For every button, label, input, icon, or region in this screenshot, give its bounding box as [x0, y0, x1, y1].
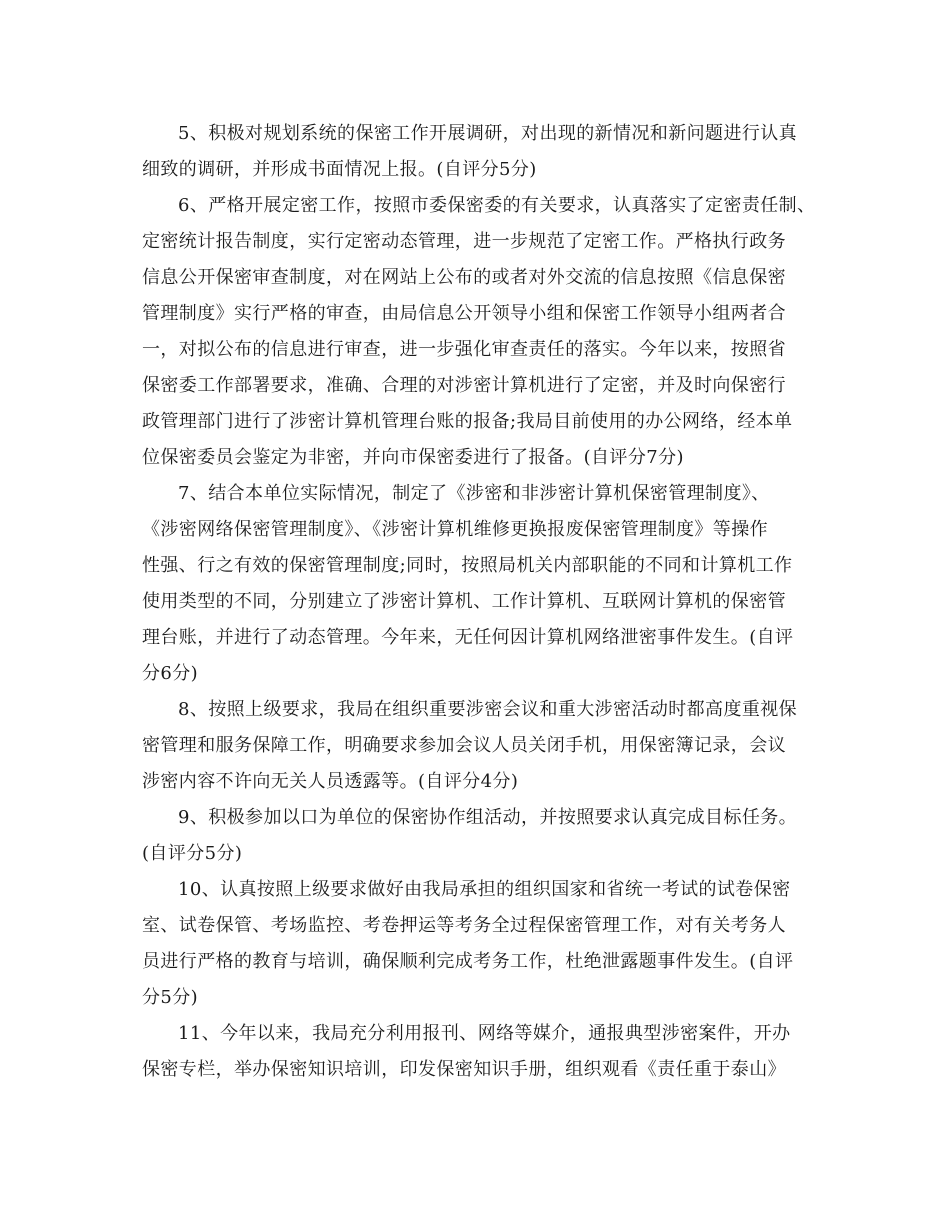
text-line: 政管理部门进行了涉密计算机管理台账的报备;我局目前使用的办公网络，经本单: [142, 411, 793, 432]
paragraph-item-9: [142, 800, 812, 872]
text-line: 《涉密网络保密管理制度》、《涉密计算机维修更换报废保密管理制度》等操作: [142, 519, 768, 540]
text-line: 分6分): [142, 663, 199, 684]
text-line: 使用类型的不同，分别建立了涉密计算机、工作计算机、互联网计算机的保密管: [142, 591, 786, 612]
text-line: 5、积极对规划系统的保密工作开展调研，对出现的新情况和新问题进行认真: [178, 123, 798, 144]
text-line: 理台账，并进行了动态管理。今年来，无任何因计算机网络泄密事件发生。(自评: [142, 627, 794, 648]
text-line: 分5分): [142, 987, 199, 1008]
text-line: (自评分5分): [142, 843, 243, 864]
text-line: 涉密内容不许向无关人员透露等。(自评分4分): [142, 771, 519, 792]
paragraph-item-7: [142, 476, 812, 692]
text-line: 9、积极参加以口为单位的保密协作组活动，并按照要求认真完成目标任务。: [178, 807, 798, 828]
text-line: 一，对拟公布的信息进行审查，进一步强化审查责任的落实。今年以来，按照省: [142, 339, 786, 360]
text-line: 位保密委员会鉴定为非密，并向市保密委进行了报备。(自评分7分): [142, 447, 684, 468]
text-line: 10、认真按照上级要求做好由我局承担的组织国家和省统一考试的试卷保密: [178, 879, 791, 900]
text-line: 密管理和服务保障工作，明确要求参加会议人员关闭手机，用保密簿记录，会议: [142, 735, 786, 756]
text-line: 员进行严格的教育与培训，确保顺利完成考务工作，杜绝泄露题事件发生。(自评: [142, 951, 794, 972]
text-line: 保密专栏，举办保密知识培训，印发保密知识手册，组织观看《责任重于泰山》: [142, 1059, 786, 1080]
text-line: 11、今年以来，我局充分利用报刊、网络等媒介，通报典型涉密案件，开办: [178, 1023, 791, 1044]
text-line: 室、试卷保管、考场监控、考卷押运等考务全过程保密管理工作，对有关考务人: [142, 915, 786, 936]
text-line: 信息公开保密审查制度，对在网站上公布的或者对外交流的信息按照《信息保密: [142, 267, 786, 288]
text-line: 6、严格开展定密工作，按照市委保密委的有关要求，认真落实了定密责任制、: [178, 195, 816, 216]
text-line: 定密统计报告制度，实行定密动态管理，进一步规范了定密工作。严格执行政务: [142, 231, 786, 252]
text-line: 管理制度》实行严格的审查，由局信息公开领导小组和保密工作领导小组两者合: [142, 303, 786, 324]
paragraph-item-6: [142, 188, 816, 476]
text-line: 性强、行之有效的保密管理制度;同时，按照局机关内部职能的不同和计算机工作: [142, 555, 793, 576]
paragraph-item-5: [142, 116, 812, 188]
text-line: 细致的调研，并形成书面情况上报。(自评分5分): [142, 159, 537, 180]
text-line: 保密委工作部署要求，准确、合理的对涉密计算机进行了定密，并及时向保密行: [142, 375, 786, 396]
paragraph-item-10: [142, 872, 812, 1016]
text-line: 7、结合本单位实际情况，制定了《涉密和非涉密计算机保密管理制度》、: [178, 483, 770, 504]
paragraph-item-11: [142, 1016, 812, 1088]
document-body: [142, 116, 816, 1088]
text-line: 8、按照上级要求，我局在组织重要涉密会议和重大涉密活动时都高度重视保: [178, 699, 798, 720]
paragraph-item-8: [142, 692, 812, 800]
